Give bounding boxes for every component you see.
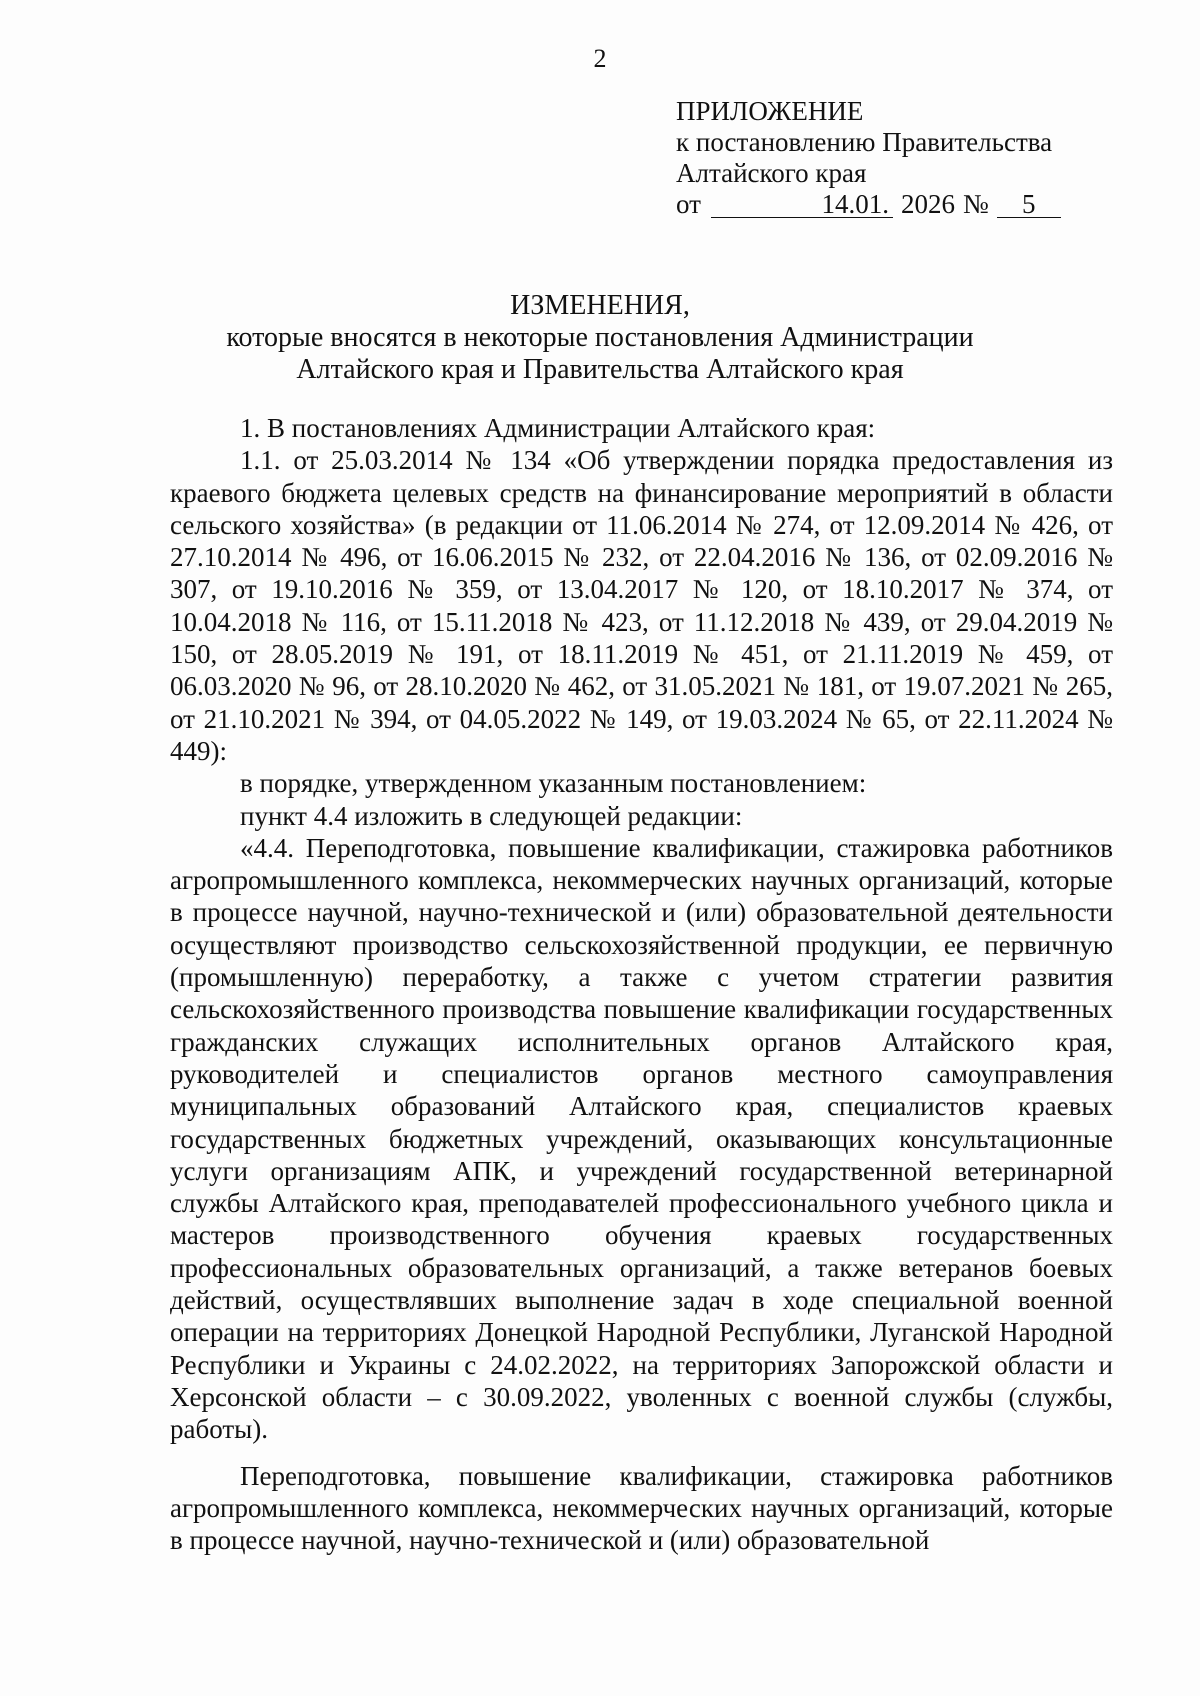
heading-title: ИЗМЕНЕНИЯ, — [510, 290, 690, 321]
appendix-title: ПРИЛОЖЕНИЕ — [676, 96, 864, 126]
date-field: 14.01. — [711, 191, 893, 218]
appendix-line-1: к постановлению Правительства — [676, 127, 1053, 157]
appendix-date-row — [676, 189, 1136, 220]
paragraph-1-1: 1.1. от 25.03.2014 № 134 «Об утверждении порядка предоставления из краевого бюджета целевых средств на финансирование мероприятий в области сельского хозяйства» (в редакции от 11.06.2014 № 274, от 12.09.2014 № 426, от 27.10.2014 № 496, от 16.06.2015 № 232, от 22.04.2016 № 136, от 02.09.2016 № 307, от 19.10.2016 № 359, от 13.04.2017 № 120, от 18.10.2017 № 374, от 10.04.2018 № 116, от 15.11.2018 № 423, от 11.12.2018 № 439, от 29.04.2019 № 150, от 28.05.2019 № 191, от 18.11.2019 № 451, от 21.11.2019 № 459, от 06.03.2020 № 96, от 28.10.2020 № 462, от 31.05.2021 № 181, от 19.07.2021 № 265, от 21.10.2021 № 394, от 04.05.2022 № 149, от 19.03.2024 № 65, от 22.11.2024 № 449): — [170, 445, 1113, 766]
paragraph-order: в порядке, утвержденном указанным постановлением: — [240, 768, 867, 799]
paragraph-1: 1. В постановлениях Администрации Алтайского края: — [240, 413, 876, 443]
heading-subtitle-2: Алтайского края и Правительства Алтайского края — [296, 354, 904, 385]
number-sign: № — [962, 189, 989, 219]
paragraph-item: пункт 4.4 изложить в следующей редакции: — [240, 800, 743, 831]
heading-subtitle-1: которые вносятся в некоторые постановления Администрации — [226, 322, 974, 353]
year-text: 2026 — [900, 189, 955, 219]
from-label: от — [676, 189, 701, 219]
document-heading — [0, 290, 1200, 386]
paragraph-4-4: «4.4. Переподготовка, повышение квалификации, стажировка работников агропромышленного комплекса, некоммерческих научных организаций, которые в процессе научной, научно-технической и (или) образовательной деятельности осуществляют производство сельскохозяйственной продукции, ее первичную (промышленную) переработку, а также с учетом стратегии развития сельскохозяйственного производства повышение квалификации государственных гражданских служащих исполнительных органов Алтайского края, руководителей и специалистов органов местного самоуправления муниципальных образований Алтайского края, специалистов краевых государственных бюджетных учреждений, оказывающих консультационные услуги организациям АПК, и учреждений государственной ветеринарной службы Алтайского края, преподавателей профессионального учебного цикла и мастеров производственного обучения краевых государственных профессиональных образовательных организаций, а также ветеранов боевых действий, осуществлявших выполнение задач в ходе специальной военной операции на территориях Донецкой Народной Республики, Луганской Народной Республики и Украины с 24.02.2022, на территориях Запорожской области и Херсонской области – с 30.09.2022, уволенных с военной службы (службы, работы). — [170, 832, 1113, 1445]
page-number: 2 — [593, 44, 607, 73]
document-body — [170, 412, 1113, 1556]
appendix-line-2: Алтайского края — [676, 158, 867, 188]
number-field: 5 — [997, 191, 1061, 218]
paragraph-continuation: Переподготовка, повышение квалификации, стажировка работников агропромышленного комплекса, некоммерческих научных организаций, которые в процессе научной, научно-технической и (или) образовательной — [170, 1460, 1113, 1556]
appendix-block — [676, 96, 1136, 220]
